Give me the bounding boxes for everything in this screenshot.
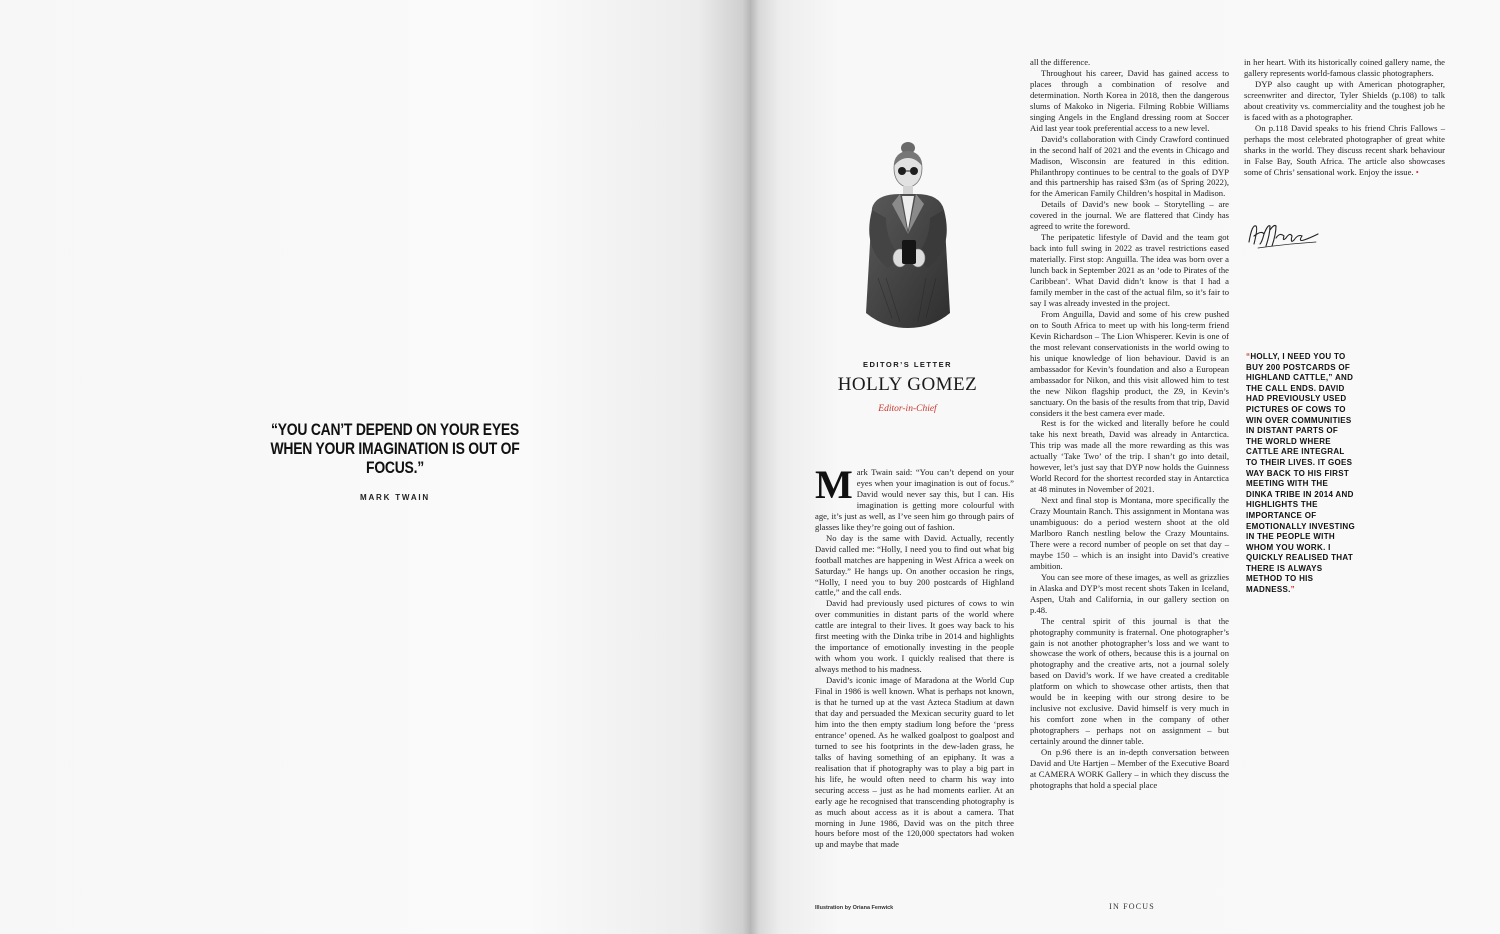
pull-quote-open-mark: “ (1246, 352, 1251, 361)
article-paragraph: David had previously used pictures of cows to win over communities in distant parts of the world where cattle are integral to their lives. It goes way back to his first meeting with the Dinka tribe in 2014 and highlights the importance of emotionally investing in the people with whom you work. I quickly realised that there is always method to his madness. (815, 598, 1014, 675)
featured-quote: “YOU CAN’T DEPEND ON YOUR EYES WHEN YOUR IMAGINATION IS OUT OF FOCUS.” (270, 420, 520, 477)
article-paragraph: DYP also caught up with American photographer, screenwriter and director, Tyler Shields (p.108) to talk about creativity vs. commerciality and the toughest job he is faced with as a photographer. (1244, 78, 1445, 122)
article-paragraph: David’s iconic image of Maradona at the World Cup Final in 1986 is well known. What is perhaps not known, is that he turned up at the vast Azteca Stadium at dawn that day and persuaded the Mexican security guard to let him into the then empty stadium long before the ‘press entrance’ opened. As he walked goalpost to goalpost and turned to see his footprints in the dew-laden grass, he talks of having something of an epiphany. It was a realisation that if photography was to play a big part in his life, he would often need to charm his way into securing access – just as he had moments earlier. At an early age he recognised that transcending photography is as much about access as it is about a camera. That morning in June 1986, David was on the pitch three hours before most of the 120,000 spectators had woken up and maybe that made (815, 675, 1014, 850)
article-paragraph: Next and final stop is Montana, more specifically the Crazy Mountain Ranch. This assignment in Montana was unambiguous: do a period western shoot at the old Marlboro Ranch nestling below the Crazy Mountains. There were a record number of people on set that day – maybe 150 – which is an insight into David’s creative ambition. (1030, 495, 1229, 571)
article-paragraph: The central spirit of this journal is that the photography community is fraternal. One photographer’s gain is not another photographer’s loss and we want to showcase the work of others, because this is a journal on photography and the creative arts, not a journal solely based on David’s work. If we have created a creditable platform on which to showcase other artists, then that would be in keeping with our strong desire to be inclusive not exclusive. David himself is very much in his comfort zone when in the company of other photographers – perhaps not on assignment – but certainly around the dinner table. (1030, 615, 1229, 747)
article-paragraph: Throughout his career, David has gained access to places through a combination of resolve and determination. North Korea in 2018, then the dangerous slums of Makoko in Nigeria. Filming Robbie Williams singing Angels in the England dressing room at Soccer Aid last year took preferential access to a new level. (1030, 67, 1229, 133)
illustration-credit: Illustration by Oriana Fenwick (815, 905, 894, 911)
pull-quote (1246, 352, 1356, 596)
article-paragraph: Mark Twain said: “You can’t depend on your eyes when your imagination is out of focus.” David would never say this, but I can. His imagination is getting more colourful with age, it’s just as well, as I’ve seen him go through pairs of glasses like they’re going out of fashion. (815, 462, 1014, 532)
article-paragraph: in her heart. With its historically coined gallery name, the gallery represents world-famous classic photographers. (1244, 57, 1445, 78)
article-paragraph: Details of David’s new book – Storytelling – are covered in the journal. We are flattered that Cindy has agreed to write the foreword. (1030, 199, 1229, 232)
quote-block (240, 420, 550, 502)
article-paragraph: On p.118 David speaks to his friend Chris Fallows – perhaps the most celebrated photographer of great white sharks in the world. They discuss recent shark behaviour in False Bay, South Africa. The article also showcases some of Chris’ sensational work. Enjoy the issue. • (1244, 122, 1445, 177)
article-paragraph: From Anguilla, David and some of his crew pushed on to South Africa to meet up with his long-term friend Kevin Richardson – The Lion Whisperer. Kevin is one of the most relevant conservationists in the world owing to his unique knowledge of lion behaviour. David is an ambassador for Kevin’s foundation and also a European ambassador for Nikon, and this visit allowed him to test the new Nikon flagship product, the Z9, in Kevin’s sanctuary. On the basis of the results from that trip, David considers it the best camera ever made. (1030, 308, 1229, 418)
article-paragraph: No day is the same with David. Actually, recently David called me: “Holly, I need you to find out what big football matches are happening in West Africa a week on Saturday.” He hangs up. On another occasion he rings, “Holly, I need you to buy 200 postcards of Highland cattle,” and the call ends. (815, 532, 1014, 598)
article-column-2 (1030, 57, 1229, 791)
editor-portrait-illustration (842, 138, 972, 338)
footer-section-name: IN FOCUS (1109, 902, 1155, 911)
article-paragraph: You can see more of these images, as well as grizzlies in Alaska and DYP’s most recent shots Taken in Iceland, Aspen, Utah and California, in our gallery section on p.48. (1030, 571, 1229, 615)
article-paragraph: Rest is for the wicked and literally before he could take his next breath, David was already in Antarctica. This trip was made all the more rewarding as this was actually ‘Take Two’ of the trip. I shan’t go into detail, however, let’s just say that DYP now holds the Guinness World Record for the shortest recorded stay in Antarctica at 48 minutes in November of 2021. (1030, 418, 1229, 495)
article-paragraph: all the difference. (1030, 57, 1091, 67)
article-paragraph: The peripatetic lifestyle of David and the team got back into full swing in 2022 as travel restrictions eased materially. First stop: Anguilla. The idea was born over a lunch back in September 2021 as an ‘ode to Pirates of the Caribbean’. What David didn’t know is that I had a family member in the cast of the actual film, so it’s fair to say I was already invested in the project. (1030, 232, 1229, 308)
article-paragraph: David’s collaboration with Cindy Crawford continued in the second half of 2021 and the events in Chicago and Madison, Wisconsin are featured in this edition. Philanthropy continues to be central to the goals of DYP and this partnership has raised $3m (as of Spring 2022), for the American Family Children’s hospital in Madison. (1030, 133, 1229, 199)
end-mark: • (1415, 166, 1419, 177)
editor-role: Editor-in-Chief (878, 404, 937, 414)
editor-signature (1246, 220, 1321, 252)
article-column-1 (815, 462, 1014, 850)
article-column-3 (1244, 57, 1445, 177)
quote-author: MARK TWAIN (360, 493, 430, 502)
drop-cap: M (815, 462, 853, 507)
section-label: EDITOR’S LETTER (862, 360, 953, 369)
editor-name: HOLLY GOMEZ (837, 374, 978, 395)
pull-quote-close-mark: ” (1290, 585, 1295, 595)
article-paragraph: On p.96 there is an in-depth conversation between David and Ute Hartjen – Member of the Executive Board at CAMERA WORK Gallery – in which they discuss the photographs that hold a special place (1030, 747, 1229, 790)
pull-quote-text: HOLLY, I NEED YOU TO BUY 200 POSTCARDS OF HIGHLAND CATTLE,” AND THE CALL ENDS. DAVID HAD PREVIOUSLY USED PICTURES OF COWS TO WIN OVER COMMUNITIES IN DISTANT PARTS OF THE WORLD WHERE CATTLE ARE INTEGRAL TO THEIR LIVES. IT GOES WAY BACK TO HIS FIRST MEETING WITH THE DINKA TRIBE IN 2014 AND HIGHLIGHTS THE IMPORTANCE OF EMOTIONALLY INVESTING IN THE PEOPLE WITH WHOM YOU WORK. I QUICKLY REALISED THAT THERE IS ALWAYS METHOD TO HIS MADNESS. (1246, 352, 1355, 595)
